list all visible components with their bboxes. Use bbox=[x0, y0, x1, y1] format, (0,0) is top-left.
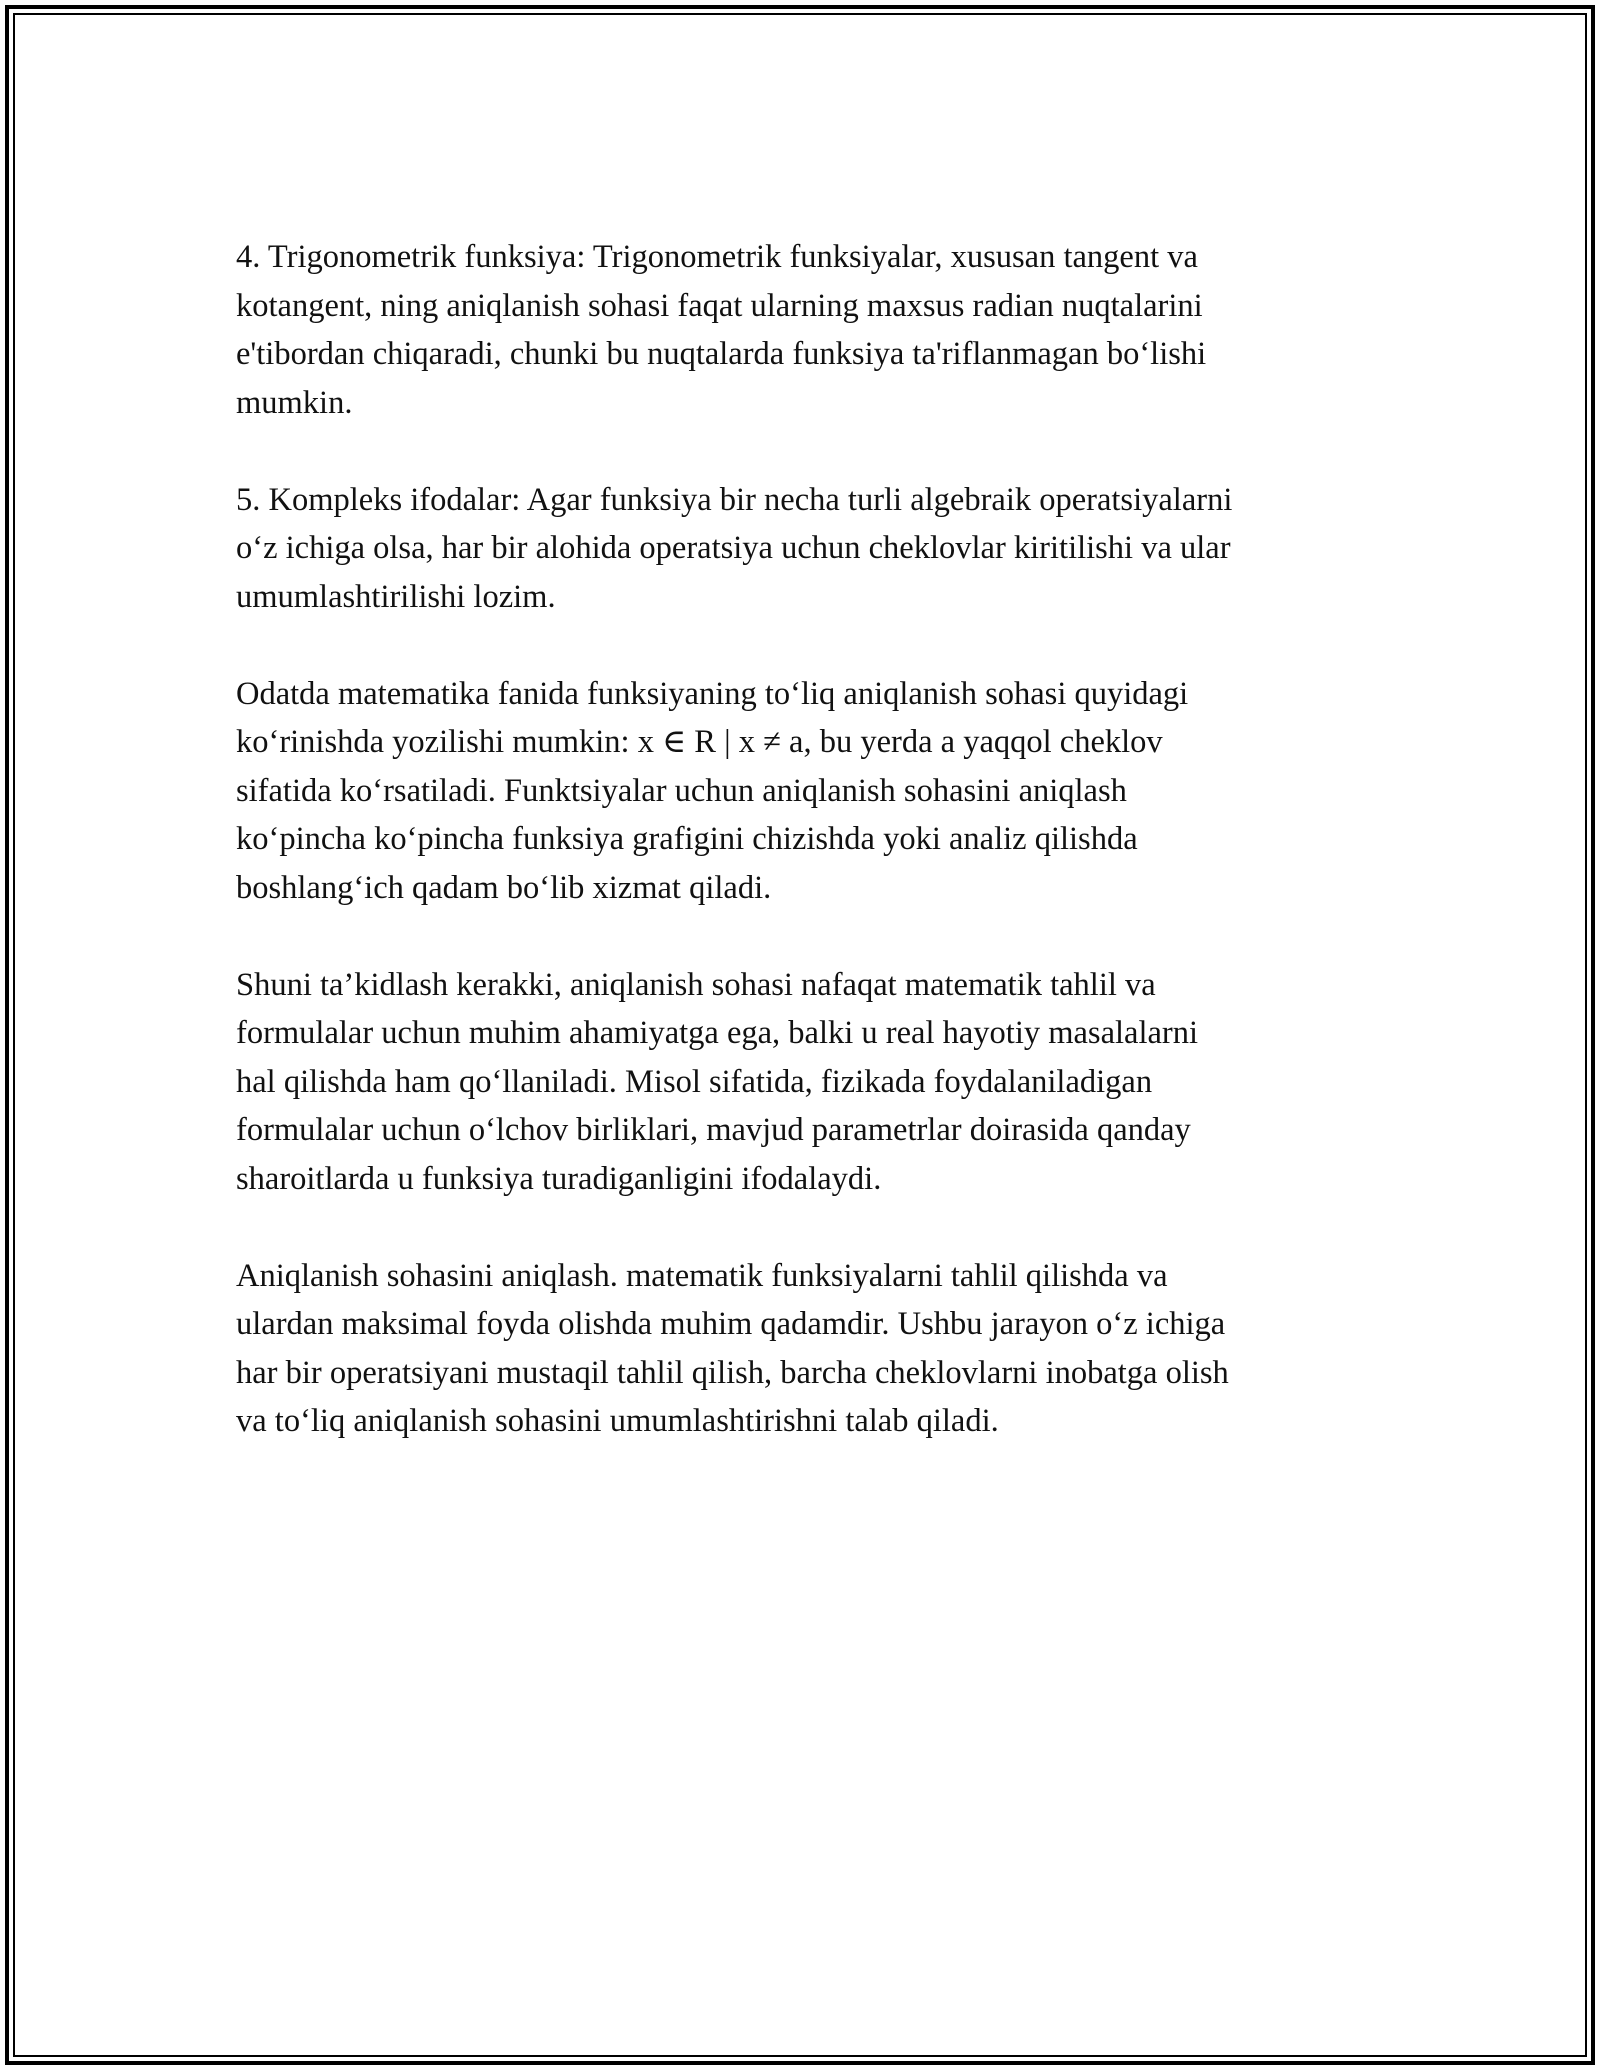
text-line: hal qilishda ham qo‘llaniladi. Misol sifatida, fizikada foydalaniladigan bbox=[236, 1063, 1153, 1100]
text-line: Aniqlanish sohasini aniqlash. matematik funksiyalarni tahlil qilishda va bbox=[236, 1257, 1168, 1294]
text-line: mumkin. bbox=[236, 384, 353, 421]
paragraph-complex-expressions bbox=[236, 476, 1376, 622]
text-line: formulalar uchun o‘lchov birliklari, mavjud parametrlar doirasida qanday bbox=[236, 1112, 1191, 1148]
text-line: 5. Kompleks ifodalar: Agar funksiya bir necha turli algebraik operatsiyalarni bbox=[236, 481, 1233, 518]
text-line: formulalar uchun muhim ahamiyatga ega, balki u real hayotiy masalalarni bbox=[236, 1015, 1199, 1051]
text-line: har bir operatsiyani mustaqil tahlil qilish, barcha cheklovlarni inobatga olish bbox=[236, 1354, 1229, 1391]
paragraph-trigonometric-function bbox=[236, 233, 1376, 427]
text-line: ko‘rinishda yozilishi mumkin: x ∈ R | x ≠ a, bu yerda a yaqqol cheklov bbox=[236, 724, 1163, 760]
text-line: Shuni ta’kidlash kerakki, aniqlanish sohasi nafaqat matematik tahlil va bbox=[236, 966, 1156, 1003]
text-line: o‘z ichiga olsa, har bir alohida operatsiya uchun cheklovlar kiritilishi va ular bbox=[236, 530, 1231, 566]
paragraph-domain-notation bbox=[236, 670, 1376, 913]
text-line: Odatda matematika fanida funksiyaning to‘liq aniqlanish sohasi quyidagi bbox=[236, 675, 1189, 712]
text-line: sharoitlarda u funksiya turadiganligini ifodalaydi. bbox=[236, 1160, 882, 1197]
text-line: ko‘pincha ko‘pincha funksiya grafigini chizishda yoki analiz qilishda bbox=[236, 821, 1138, 857]
text-line: 4. Trigonometrik funksiya: Trigonometrik funksiyalar, xususan tangent va bbox=[236, 239, 1198, 275]
text-line: umumlashtirilishi lozim. bbox=[236, 578, 556, 615]
text-line: kotangent, ning aniqlanish sohasi faqat ularning maxsus radian nuqtalarini bbox=[236, 287, 1203, 324]
paragraph-conclusion bbox=[236, 1252, 1376, 1446]
text-line: ulardan maksimal foyda olishda muhim qadamdir. Ushbu jarayon o‘z ichiga bbox=[236, 1306, 1226, 1342]
text-line: boshlang‘ich qadam bo‘lib xizmat qiladi. bbox=[236, 869, 772, 906]
text-line: e'tibordan chiqaradi, chunki bu nuqtalarda funksiya ta'riflanmagan bo‘lishi bbox=[236, 336, 1207, 372]
text-line: va to‘liq aniqlanish sohasini umumlashtirishni talab qiladi. bbox=[236, 1403, 999, 1439]
paragraph-real-life-applications bbox=[236, 961, 1376, 1204]
text-line: sifatida ko‘rsatiladi. Funktsiyalar uchun aniqlanish sohasini aniqlash bbox=[236, 772, 1127, 809]
document-body bbox=[236, 233, 1376, 1494]
